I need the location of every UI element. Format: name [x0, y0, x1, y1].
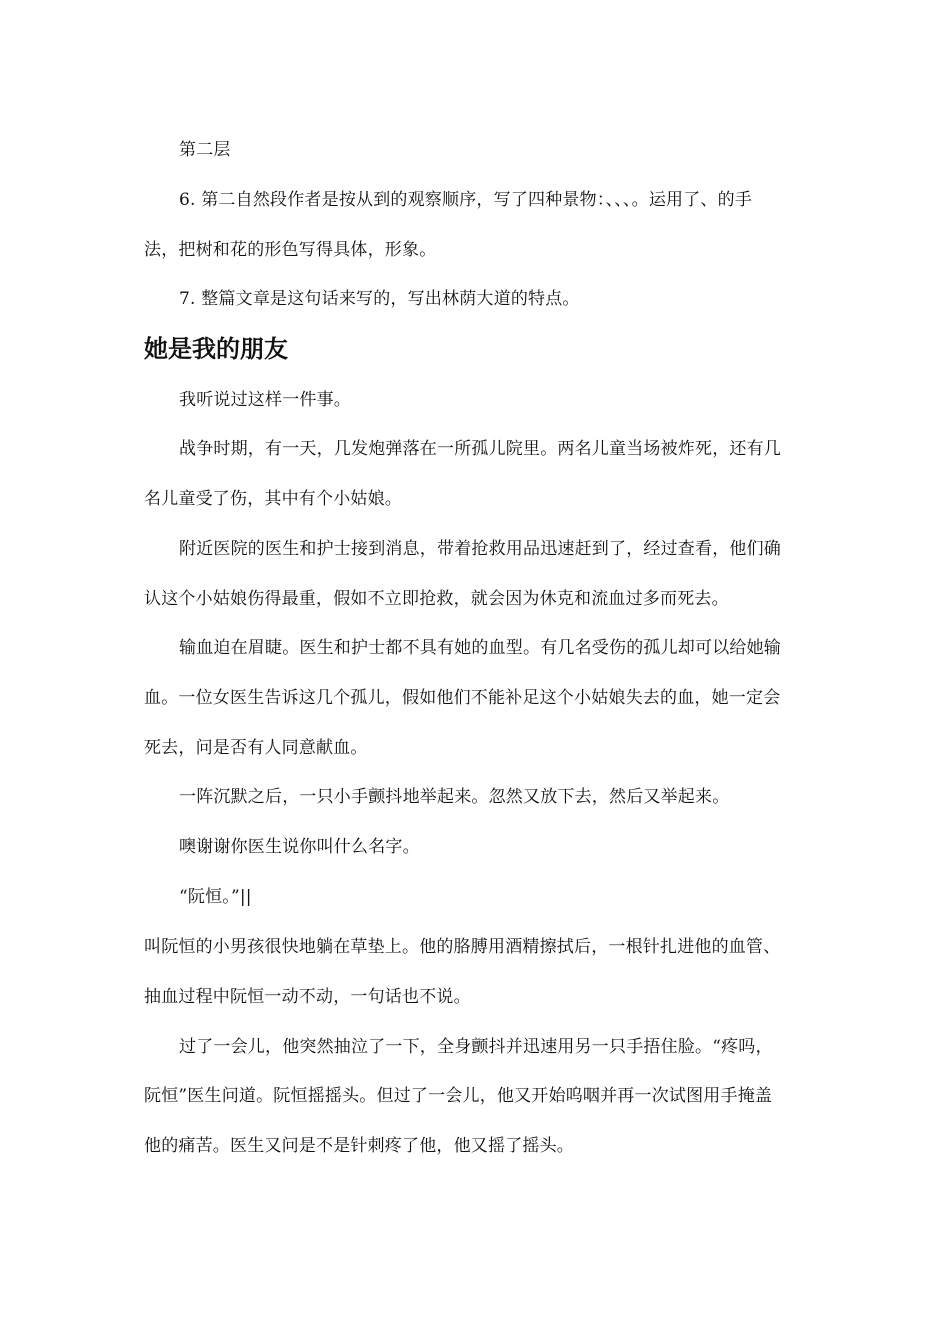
paragraph-line: 一阵沉默之后，一只小手颤抖地举起来。忽然又放下去，然后又举起来。 [179, 787, 730, 807]
paragraph-line: 过了一会儿，他突然抽泣了一下，全身颤抖并迅速用另一只手捂住脸。“疼吗， [179, 1037, 773, 1057]
paragraph-line: 输血迫在眉睫。医生和护士都不具有她的血型。有几名受伤的孤儿却可以给她输 [179, 638, 781, 658]
paragraph-line: 认这个小姑娘伤得最重，假如不立即抢救，就会因为休克和流血过多而死去。 [144, 589, 729, 609]
paragraph-line: 他的痛苦。医生又问是不是针刺疼了他，他又摇了摇头。 [144, 1136, 574, 1156]
question-6-line-1: 6. 第二自然段作者是按从到的观察顺序，写了四种景物：、、、。运用了、的手 [179, 190, 753, 210]
paragraph-line: 抽血过程中阮恒一动不动，一句话也不说。 [144, 987, 471, 1007]
question-6-line-2: 法，把树和花的形色写得具体，形象。 [144, 240, 437, 260]
paragraph-line: 死去，问是否有人同意献血。 [144, 738, 368, 758]
paragraph-line: 战争时期，有一天，几发炮弹落在一所孤儿院里。两名儿童当场被炸死，还有几 [179, 439, 781, 459]
paragraph-line: 阮恒”医生问道。阮恒摇摇头。但过了一会儿，他又开始呜咽并再一次试图用手掩盖 [144, 1086, 773, 1106]
paragraph-line: 叫阮恒的小男孩很快地躺在草垫上。他的胳膊用酒精擦拭后，一根针扎进他的血管、 [144, 937, 781, 957]
article-title: 她是我的朋友 [144, 335, 288, 363]
section-layer-label: 第二层 [179, 140, 231, 160]
paragraph-line: 我听说过这样一件事。 [179, 390, 351, 410]
question-7: 7. 整篇文章是这句话来写的，写出林荫大道的特点。 [179, 289, 580, 309]
paragraph-line: “阮恒。”|| [179, 887, 252, 907]
paragraph-line: 附近医院的医生和护士接到消息，带着抢救用品迅速赶到了，经过查看，他们确 [179, 539, 781, 559]
paragraph-line: 名儿童受了伤，其中有个小姑娘。 [144, 489, 402, 509]
paragraph-line: 噢谢谢你医生说你叫什么名字。 [179, 837, 420, 857]
paragraph-line: 血。一位女医生告诉这几个孤儿，假如他们不能补足这个小姑娘失去的血，她一定会 [144, 688, 781, 708]
